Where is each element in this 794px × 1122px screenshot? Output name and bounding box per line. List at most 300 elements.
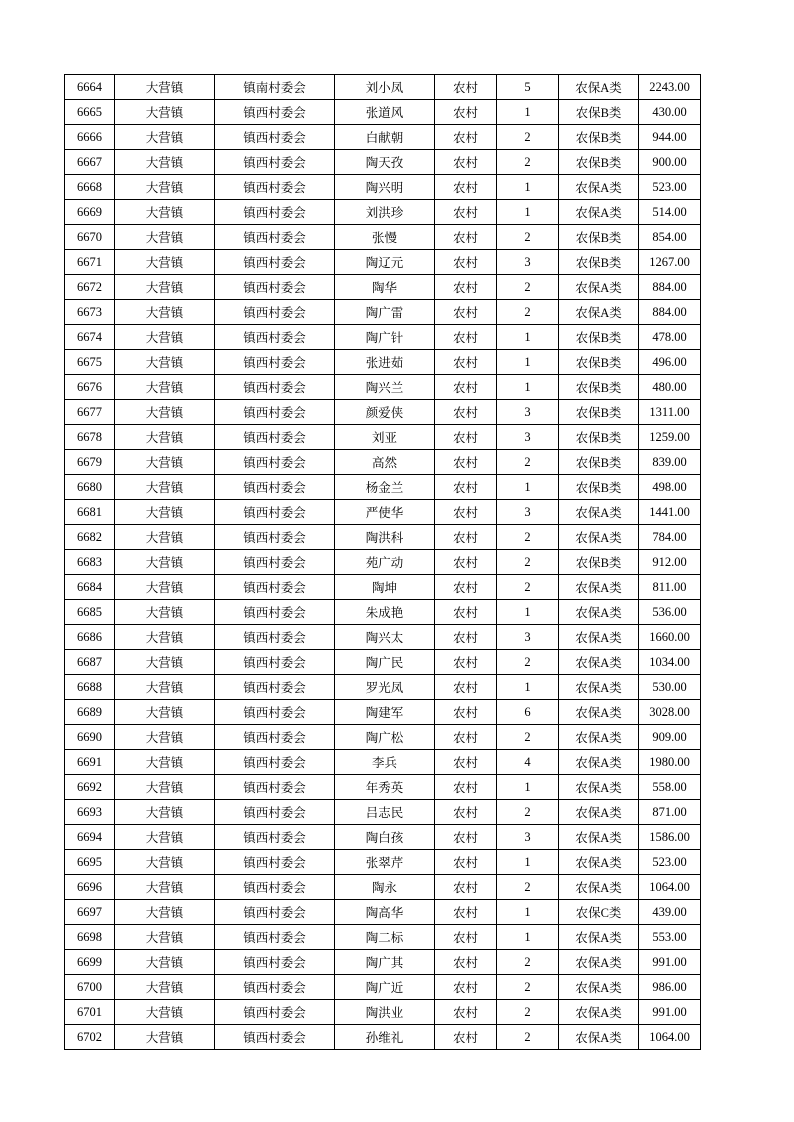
table-cell: 大营镇 bbox=[115, 100, 215, 125]
table-cell: 6666 bbox=[65, 125, 115, 150]
table-cell: 大营镇 bbox=[115, 850, 215, 875]
table-cell: 大营镇 bbox=[115, 925, 215, 950]
table-cell: 镇西村委会 bbox=[215, 450, 335, 475]
table-cell: 1267.00 bbox=[639, 250, 701, 275]
table-cell: 严使华 bbox=[335, 500, 435, 525]
table-cell: 农保A类 bbox=[559, 1000, 639, 1025]
table-cell: 2243.00 bbox=[639, 75, 701, 100]
table-cell: 农保A类 bbox=[559, 275, 639, 300]
table-cell: 镇西村委会 bbox=[215, 425, 335, 450]
table-cell: 6698 bbox=[65, 925, 115, 950]
table-cell: 张进茹 bbox=[335, 350, 435, 375]
table-cell: 陶永 bbox=[335, 875, 435, 900]
table-cell: 张翠芹 bbox=[335, 850, 435, 875]
table-cell: 农村 bbox=[435, 1000, 497, 1025]
table-cell: 农村 bbox=[435, 100, 497, 125]
table-cell: 2 bbox=[497, 150, 559, 175]
table-cell: 大营镇 bbox=[115, 700, 215, 725]
table-cell: 农保B类 bbox=[559, 325, 639, 350]
table-cell: 2 bbox=[497, 975, 559, 1000]
table-cell: 1311.00 bbox=[639, 400, 701, 425]
table-body bbox=[65, 75, 701, 1050]
table-cell: 镇西村委会 bbox=[215, 775, 335, 800]
table-cell: 大营镇 bbox=[115, 675, 215, 700]
table-cell: 农村 bbox=[435, 425, 497, 450]
table-cell: 农保A类 bbox=[559, 525, 639, 550]
table-cell: 1 bbox=[497, 850, 559, 875]
table-cell: 536.00 bbox=[639, 600, 701, 625]
table-cell: 农保A类 bbox=[559, 925, 639, 950]
table-cell: 镇西村委会 bbox=[215, 1025, 335, 1050]
table-cell: 农村 bbox=[435, 750, 497, 775]
table-cell: 镇西村委会 bbox=[215, 925, 335, 950]
table-cell: 6680 bbox=[65, 475, 115, 500]
table-row bbox=[65, 950, 701, 975]
table-cell: 农保B类 bbox=[559, 125, 639, 150]
table-row bbox=[65, 325, 701, 350]
table-cell: 镇西村委会 bbox=[215, 675, 335, 700]
table-row bbox=[65, 125, 701, 150]
table-row bbox=[65, 1025, 701, 1050]
table-cell: 陶洪业 bbox=[335, 1000, 435, 1025]
table-cell: 农保B类 bbox=[559, 225, 639, 250]
table-cell: 大营镇 bbox=[115, 300, 215, 325]
table-cell: 罗光凤 bbox=[335, 675, 435, 700]
table-cell: 1259.00 bbox=[639, 425, 701, 450]
table-row bbox=[65, 550, 701, 575]
table-cell: 陶建军 bbox=[335, 700, 435, 725]
table-cell: 3 bbox=[497, 625, 559, 650]
table-row bbox=[65, 825, 701, 850]
table-cell: 6699 bbox=[65, 950, 115, 975]
table-cell: 6678 bbox=[65, 425, 115, 450]
table-cell: 李兵 bbox=[335, 750, 435, 775]
table-cell: 2 bbox=[497, 1025, 559, 1050]
table-cell: 523.00 bbox=[639, 850, 701, 875]
table-cell: 大营镇 bbox=[115, 875, 215, 900]
table-row bbox=[65, 650, 701, 675]
table-cell: 孙维礼 bbox=[335, 1025, 435, 1050]
table-cell: 镇西村委会 bbox=[215, 700, 335, 725]
table-cell: 6 bbox=[497, 700, 559, 725]
table-cell: 农村 bbox=[435, 775, 497, 800]
table-cell: 镇西村委会 bbox=[215, 225, 335, 250]
table-cell: 496.00 bbox=[639, 350, 701, 375]
table-row bbox=[65, 675, 701, 700]
table-cell: 陶辽元 bbox=[335, 250, 435, 275]
table-cell: 陶华 bbox=[335, 275, 435, 300]
table-cell: 农保A类 bbox=[559, 75, 639, 100]
table-cell: 陶天孜 bbox=[335, 150, 435, 175]
table-cell: 农村 bbox=[435, 550, 497, 575]
table-cell: 陶白孩 bbox=[335, 825, 435, 850]
table-cell: 3028.00 bbox=[639, 700, 701, 725]
table-row bbox=[65, 750, 701, 775]
table-cell: 苑广动 bbox=[335, 550, 435, 575]
table-row bbox=[65, 500, 701, 525]
table-cell: 大营镇 bbox=[115, 600, 215, 625]
table-cell: 镇西村委会 bbox=[215, 650, 335, 675]
table-cell: 镇西村委会 bbox=[215, 100, 335, 125]
table-cell: 1064.00 bbox=[639, 1025, 701, 1050]
table-cell: 3 bbox=[497, 425, 559, 450]
table-cell: 6675 bbox=[65, 350, 115, 375]
table-row bbox=[65, 725, 701, 750]
table-cell: 6696 bbox=[65, 875, 115, 900]
table-cell: 大营镇 bbox=[115, 800, 215, 825]
table-row bbox=[65, 625, 701, 650]
table-cell: 909.00 bbox=[639, 725, 701, 750]
table-cell: 大营镇 bbox=[115, 425, 215, 450]
table-cell: 农村 bbox=[435, 600, 497, 625]
table-cell: 6667 bbox=[65, 150, 115, 175]
table-cell: 农村 bbox=[435, 400, 497, 425]
table-cell: 大营镇 bbox=[115, 225, 215, 250]
table-cell: 农保A类 bbox=[559, 725, 639, 750]
table-cell: 1586.00 bbox=[639, 825, 701, 850]
table-cell: 农村 bbox=[435, 625, 497, 650]
table-cell: 854.00 bbox=[639, 225, 701, 250]
table-cell: 912.00 bbox=[639, 550, 701, 575]
table-cell: 农村 bbox=[435, 1025, 497, 1050]
table-cell: 大营镇 bbox=[115, 450, 215, 475]
table-cell: 镇西村委会 bbox=[215, 575, 335, 600]
table-cell: 农保A类 bbox=[559, 1025, 639, 1050]
table-cell: 农村 bbox=[435, 375, 497, 400]
table-row bbox=[65, 575, 701, 600]
table-row bbox=[65, 875, 701, 900]
table-cell: 陶洪科 bbox=[335, 525, 435, 550]
table-cell: 1 bbox=[497, 200, 559, 225]
table-cell: 3 bbox=[497, 250, 559, 275]
table-row bbox=[65, 850, 701, 875]
table-cell: 1 bbox=[497, 325, 559, 350]
table-cell: 6701 bbox=[65, 1000, 115, 1025]
table-row bbox=[65, 975, 701, 1000]
table-row bbox=[65, 775, 701, 800]
table-row bbox=[65, 100, 701, 125]
table-cell: 镇西村委会 bbox=[215, 150, 335, 175]
table-cell: 镇西村委会 bbox=[215, 825, 335, 850]
table-cell: 农村 bbox=[435, 925, 497, 950]
table-cell: 514.00 bbox=[639, 200, 701, 225]
table-cell: 900.00 bbox=[639, 150, 701, 175]
table-cell: 6691 bbox=[65, 750, 115, 775]
table-cell: 6665 bbox=[65, 100, 115, 125]
table-cell: 镇西村委会 bbox=[215, 550, 335, 575]
table-cell: 陶广民 bbox=[335, 650, 435, 675]
table-cell: 大营镇 bbox=[115, 625, 215, 650]
table-cell: 1 bbox=[497, 375, 559, 400]
table-cell: 农村 bbox=[435, 150, 497, 175]
table-cell: 1 bbox=[497, 675, 559, 700]
table-cell: 6670 bbox=[65, 225, 115, 250]
table-cell: 大营镇 bbox=[115, 975, 215, 1000]
table-cell: 陶兴明 bbox=[335, 175, 435, 200]
table-cell: 2 bbox=[497, 725, 559, 750]
table-cell: 6683 bbox=[65, 550, 115, 575]
table-cell: 陶广松 bbox=[335, 725, 435, 750]
table-cell: 镇西村委会 bbox=[215, 625, 335, 650]
table-cell: 6668 bbox=[65, 175, 115, 200]
table-cell: 陶广针 bbox=[335, 325, 435, 350]
table-row bbox=[65, 75, 701, 100]
table-cell: 镇西村委会 bbox=[215, 725, 335, 750]
table-cell: 480.00 bbox=[639, 375, 701, 400]
table-cell: 6688 bbox=[65, 675, 115, 700]
table-cell: 农村 bbox=[435, 725, 497, 750]
table-cell: 3 bbox=[497, 400, 559, 425]
table-cell: 颜爱侠 bbox=[335, 400, 435, 425]
table-cell: 农村 bbox=[435, 225, 497, 250]
table-cell: 2 bbox=[497, 550, 559, 575]
table-cell: 6671 bbox=[65, 250, 115, 275]
table-cell: 2 bbox=[497, 875, 559, 900]
table-cell: 871.00 bbox=[639, 800, 701, 825]
table-cell: 大营镇 bbox=[115, 125, 215, 150]
table-cell: 镇西村委会 bbox=[215, 375, 335, 400]
table-cell: 6697 bbox=[65, 900, 115, 925]
table-cell: 大营镇 bbox=[115, 775, 215, 800]
table-cell: 农村 bbox=[435, 700, 497, 725]
table-cell: 6689 bbox=[65, 700, 115, 725]
table-cell: 大营镇 bbox=[115, 525, 215, 550]
table-cell: 1 bbox=[497, 925, 559, 950]
table-cell: 1 bbox=[497, 900, 559, 925]
table-cell: 1 bbox=[497, 600, 559, 625]
table-cell: 刘洪珍 bbox=[335, 200, 435, 225]
table-cell: 陶二标 bbox=[335, 925, 435, 950]
table-cell: 大营镇 bbox=[115, 950, 215, 975]
table-cell: 6681 bbox=[65, 500, 115, 525]
table-cell: 镇西村委会 bbox=[215, 300, 335, 325]
table-cell: 农村 bbox=[435, 325, 497, 350]
table-cell: 农保A类 bbox=[559, 875, 639, 900]
table-cell: 农保A类 bbox=[559, 200, 639, 225]
table-row bbox=[65, 150, 701, 175]
table-cell: 农保A类 bbox=[559, 850, 639, 875]
table-cell: 农保A类 bbox=[559, 825, 639, 850]
table-cell: 镇南村委会 bbox=[215, 75, 335, 100]
table-cell: 大营镇 bbox=[115, 400, 215, 425]
table-cell: 884.00 bbox=[639, 275, 701, 300]
table-cell: 农村 bbox=[435, 475, 497, 500]
table-row bbox=[65, 1000, 701, 1025]
table-cell: 农保A类 bbox=[559, 675, 639, 700]
table-cell: 农保A类 bbox=[559, 175, 639, 200]
table-cell: 6690 bbox=[65, 725, 115, 750]
table-cell: 2 bbox=[497, 125, 559, 150]
table-cell: 陶兴兰 bbox=[335, 375, 435, 400]
table-cell: 农保C类 bbox=[559, 900, 639, 925]
table-cell: 2 bbox=[497, 950, 559, 975]
table-cell: 大营镇 bbox=[115, 725, 215, 750]
table-cell: 朱成艳 bbox=[335, 600, 435, 625]
table-cell: 农保A类 bbox=[559, 975, 639, 1000]
table-cell: 镇西村委会 bbox=[215, 525, 335, 550]
table-cell: 6673 bbox=[65, 300, 115, 325]
table-cell: 大营镇 bbox=[115, 375, 215, 400]
table-cell: 镇西村委会 bbox=[215, 900, 335, 925]
table-cell: 6695 bbox=[65, 850, 115, 875]
table-cell: 784.00 bbox=[639, 525, 701, 550]
table-row bbox=[65, 275, 701, 300]
table-cell: 6694 bbox=[65, 825, 115, 850]
table-row bbox=[65, 525, 701, 550]
table-cell: 3 bbox=[497, 825, 559, 850]
table-cell: 1980.00 bbox=[639, 750, 701, 775]
table-cell: 6679 bbox=[65, 450, 115, 475]
table-cell: 张慢 bbox=[335, 225, 435, 250]
table-cell: 大营镇 bbox=[115, 750, 215, 775]
table-cell: 镇西村委会 bbox=[215, 175, 335, 200]
table-cell: 2 bbox=[497, 1000, 559, 1025]
table-cell: 镇西村委会 bbox=[215, 950, 335, 975]
table-cell: 农村 bbox=[435, 675, 497, 700]
table-cell: 6676 bbox=[65, 375, 115, 400]
table-cell: 农保B类 bbox=[559, 100, 639, 125]
table-cell: 6674 bbox=[65, 325, 115, 350]
table-cell: 农保A类 bbox=[559, 500, 639, 525]
table-cell: 农保A类 bbox=[559, 775, 639, 800]
table-cell: 558.00 bbox=[639, 775, 701, 800]
table-cell: 镇西村委会 bbox=[215, 850, 335, 875]
table-cell: 农村 bbox=[435, 825, 497, 850]
table-cell: 农村 bbox=[435, 175, 497, 200]
table-cell: 1441.00 bbox=[639, 500, 701, 525]
table-cell: 农村 bbox=[435, 900, 497, 925]
table-cell: 农保A类 bbox=[559, 700, 639, 725]
table-cell: 农村 bbox=[435, 75, 497, 100]
table-row bbox=[65, 800, 701, 825]
table-cell: 农保B类 bbox=[559, 475, 639, 500]
table-cell: 农村 bbox=[435, 525, 497, 550]
table-cell: 1 bbox=[497, 175, 559, 200]
table-cell: 大营镇 bbox=[115, 150, 215, 175]
table-cell: 农村 bbox=[435, 200, 497, 225]
table-cell: 农村 bbox=[435, 850, 497, 875]
table-cell: 农村 bbox=[435, 450, 497, 475]
table-cell: 镇西村委会 bbox=[215, 500, 335, 525]
table-cell: 944.00 bbox=[639, 125, 701, 150]
table-cell: 刘小凤 bbox=[335, 75, 435, 100]
table-cell: 1064.00 bbox=[639, 875, 701, 900]
table-row bbox=[65, 175, 701, 200]
table-cell: 523.00 bbox=[639, 175, 701, 200]
table-cell: 农村 bbox=[435, 875, 497, 900]
table-cell: 6685 bbox=[65, 600, 115, 625]
table-cell: 大营镇 bbox=[115, 75, 215, 100]
table-row bbox=[65, 400, 701, 425]
table-row bbox=[65, 250, 701, 275]
table-cell: 农村 bbox=[435, 125, 497, 150]
table-cell: 农保B类 bbox=[559, 425, 639, 450]
table-cell: 陶高华 bbox=[335, 900, 435, 925]
table-cell: 6677 bbox=[65, 400, 115, 425]
table-cell: 439.00 bbox=[639, 900, 701, 925]
table-cell: 年秀英 bbox=[335, 775, 435, 800]
table-cell: 陶广近 bbox=[335, 975, 435, 1000]
table-cell: 大营镇 bbox=[115, 1025, 215, 1050]
table-cell: 6702 bbox=[65, 1025, 115, 1050]
table-cell: 农保A类 bbox=[559, 625, 639, 650]
table-cell: 农保B类 bbox=[559, 150, 639, 175]
table-row bbox=[65, 600, 701, 625]
table-cell: 镇西村委会 bbox=[215, 250, 335, 275]
table-cell: 2 bbox=[497, 575, 559, 600]
table-cell: 大营镇 bbox=[115, 1000, 215, 1025]
table-cell: 2 bbox=[497, 525, 559, 550]
benefits-table bbox=[64, 74, 701, 1050]
table-cell: 农保A类 bbox=[559, 750, 639, 775]
table-cell: 2 bbox=[497, 225, 559, 250]
table-cell: 3 bbox=[497, 500, 559, 525]
table-cell: 镇西村委会 bbox=[215, 800, 335, 825]
table-cell: 镇西村委会 bbox=[215, 125, 335, 150]
table-cell: 杨金兰 bbox=[335, 475, 435, 500]
table-cell: 农保A类 bbox=[559, 950, 639, 975]
table-cell: 农保A类 bbox=[559, 800, 639, 825]
table-row bbox=[65, 375, 701, 400]
table-cell: 农村 bbox=[435, 350, 497, 375]
table-row bbox=[65, 925, 701, 950]
table-cell: 6682 bbox=[65, 525, 115, 550]
table-cell: 大营镇 bbox=[115, 825, 215, 850]
table-cell: 大营镇 bbox=[115, 550, 215, 575]
table-cell: 大营镇 bbox=[115, 250, 215, 275]
table-cell: 430.00 bbox=[639, 100, 701, 125]
table-cell: 1 bbox=[497, 100, 559, 125]
table-cell: 陶兴太 bbox=[335, 625, 435, 650]
table-cell: 2 bbox=[497, 800, 559, 825]
table-cell: 农保B类 bbox=[559, 450, 639, 475]
table-cell: 4 bbox=[497, 750, 559, 775]
table-cell: 镇西村委会 bbox=[215, 1000, 335, 1025]
table-cell: 镇西村委会 bbox=[215, 975, 335, 1000]
table-cell: 农村 bbox=[435, 300, 497, 325]
table-cell: 2 bbox=[497, 300, 559, 325]
table-row bbox=[65, 900, 701, 925]
table-cell: 大营镇 bbox=[115, 500, 215, 525]
table-cell: 6684 bbox=[65, 575, 115, 600]
table-cell: 镇西村委会 bbox=[215, 475, 335, 500]
table-cell: 农村 bbox=[435, 975, 497, 1000]
table-cell: 农村 bbox=[435, 575, 497, 600]
table-cell: 478.00 bbox=[639, 325, 701, 350]
table-cell: 1 bbox=[497, 475, 559, 500]
table-cell: 白献朝 bbox=[335, 125, 435, 150]
table-cell: 530.00 bbox=[639, 675, 701, 700]
table-cell: 大营镇 bbox=[115, 900, 215, 925]
table-cell: 839.00 bbox=[639, 450, 701, 475]
table-cell: 1 bbox=[497, 350, 559, 375]
table-row bbox=[65, 475, 701, 500]
table-cell: 6692 bbox=[65, 775, 115, 800]
table-cell: 农保A类 bbox=[559, 650, 639, 675]
table-cell: 6672 bbox=[65, 275, 115, 300]
table-cell: 镇西村委会 bbox=[215, 875, 335, 900]
table-cell: 498.00 bbox=[639, 475, 701, 500]
table-row bbox=[65, 200, 701, 225]
table-cell: 5 bbox=[497, 75, 559, 100]
table-cell: 991.00 bbox=[639, 950, 701, 975]
table-cell: 大营镇 bbox=[115, 575, 215, 600]
table-cell: 农村 bbox=[435, 950, 497, 975]
table-cell: 镇西村委会 bbox=[215, 275, 335, 300]
table-cell: 1 bbox=[497, 775, 559, 800]
table-row bbox=[65, 425, 701, 450]
table-cell: 大营镇 bbox=[115, 325, 215, 350]
